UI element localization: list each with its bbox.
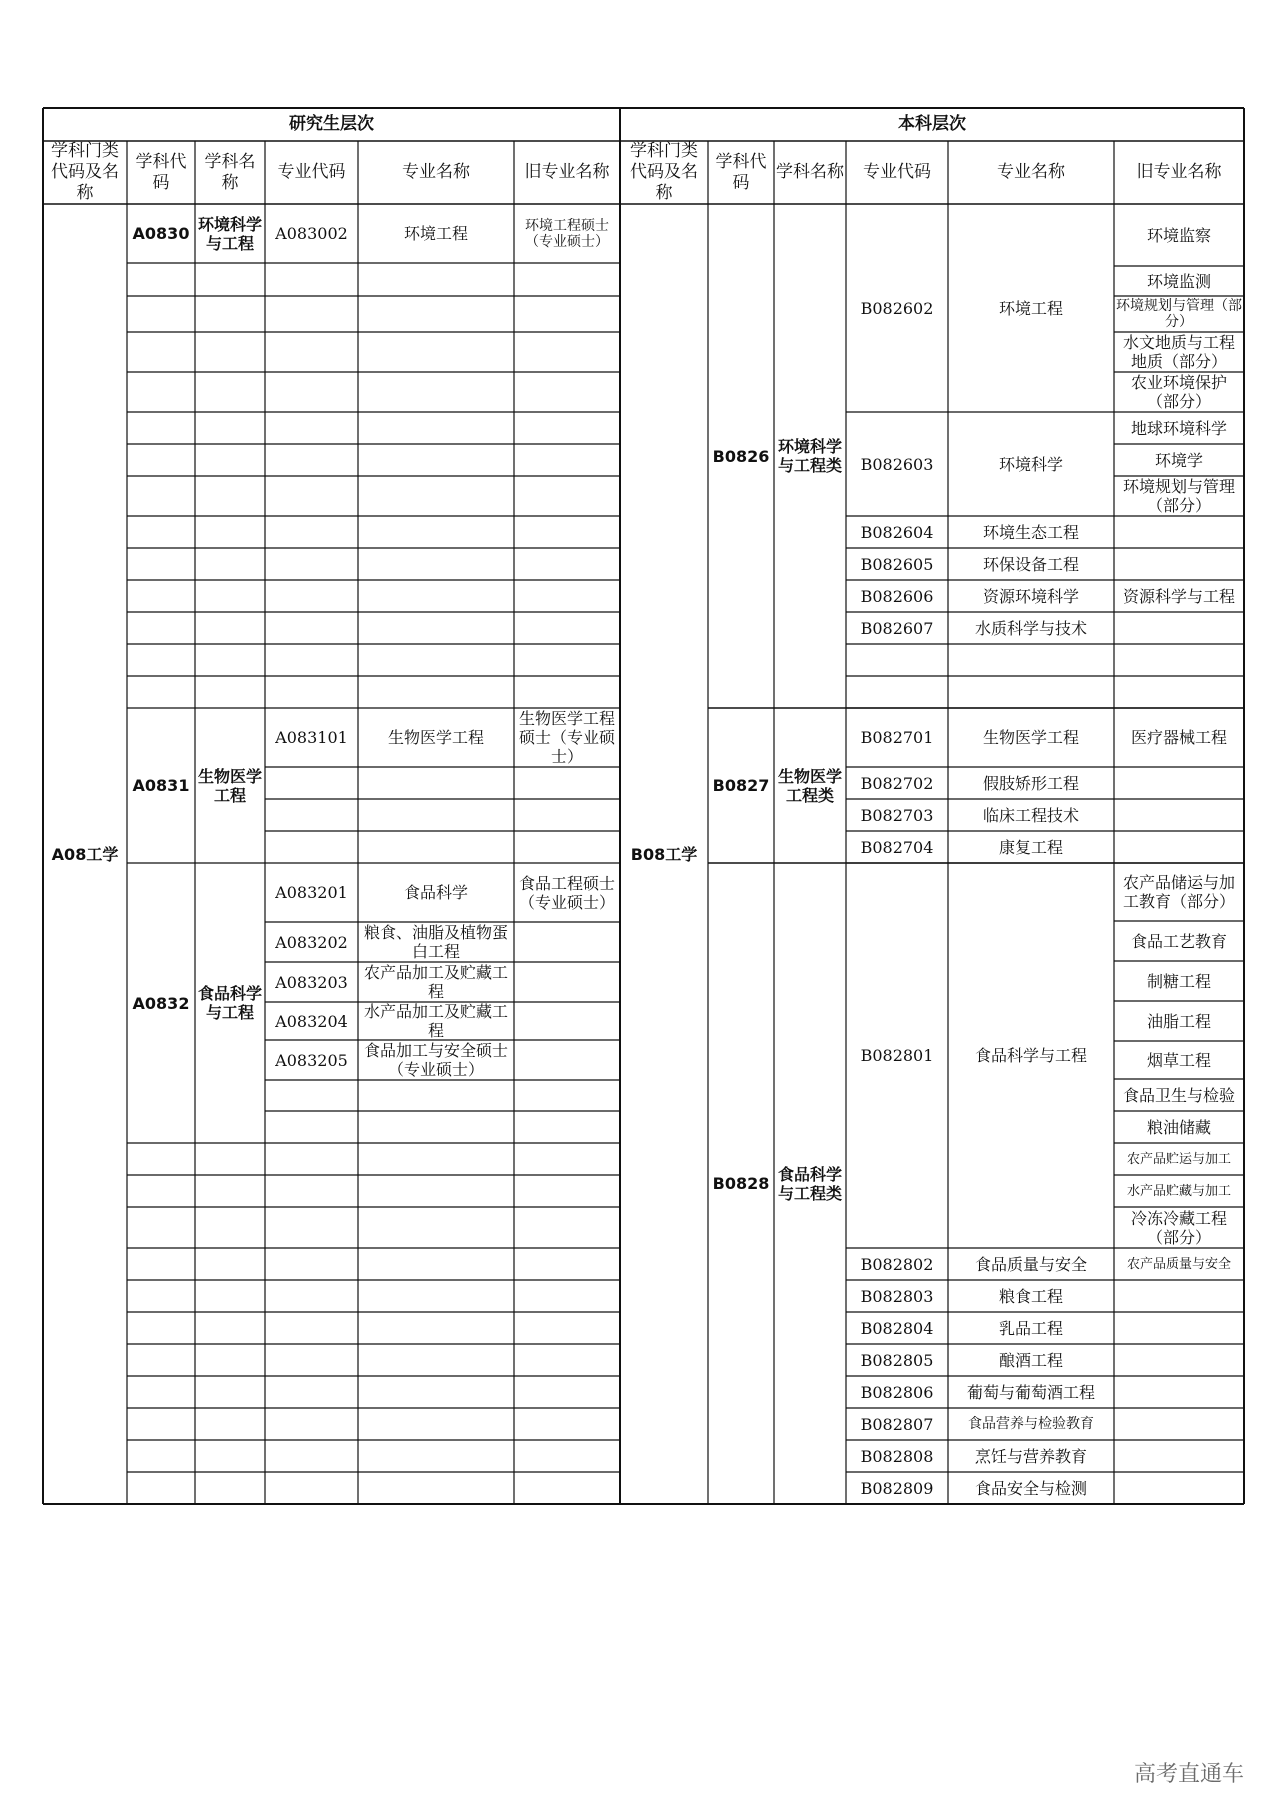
undergrad-header-major-name: 专业名称 — [997, 162, 1065, 182]
undergrad-old-major: 制糖工程 — [1146, 971, 1211, 991]
undergrad-category-name: B08工学 — [630, 844, 698, 864]
graduate-discipline-name: 食品科学与工程 — [197, 984, 262, 1022]
undergrad-header-discipline-code: 学科代码 — [715, 151, 767, 193]
undergrad-old-major: 烟草工程 — [1146, 1050, 1211, 1070]
undergrad-major-name: 粮食工程 — [998, 1286, 1063, 1306]
graduate-major-name: 水产品加工及贮藏工程 — [363, 1002, 508, 1040]
undergrad-major-code: B082606 — [860, 586, 934, 606]
undergrad-major-code: B082804 — [860, 1318, 934, 1338]
undergrad-old-major: 农产品质量与安全 — [1126, 1256, 1231, 1272]
undergrad-old-major: 食品工艺教育 — [1130, 931, 1227, 951]
graduate-major-code: A083202 — [275, 932, 348, 952]
undergrad-old-major: 农产品储运与加工教育（部分） — [1122, 873, 1235, 911]
undergrad-old-major: 环境监察 — [1146, 225, 1211, 245]
undergrad-major-name: 假肢矫形工程 — [982, 773, 1079, 793]
graduate-discipline-name: 生物医学工程 — [197, 766, 262, 805]
graduate-major-code: A083203 — [275, 972, 348, 992]
graduate-header-discipline-name: 学科名称 — [204, 151, 256, 193]
undergrad-major-code: B082605 — [860, 554, 934, 574]
graduate-header-discipline-code: 学科代码 — [135, 151, 187, 193]
graduate-old-major: 环境工程硕士（专业硕士） — [525, 217, 609, 250]
undergrad-discipline-code: B0826 — [712, 446, 770, 466]
undergrad-major-code: B082602 — [860, 298, 934, 318]
graduate-major-code: A083002 — [275, 224, 348, 243]
undergrad-header-old-major: 旧专业名称 — [1136, 162, 1222, 182]
undergrad-major-code: B082701 — [860, 728, 934, 747]
undergrad-major-name: 环保设备工程 — [982, 554, 1079, 574]
undergrad-old-major: 环境规划与管理（部分） — [1116, 298, 1242, 330]
undergrad-old-major: 资源科学与工程 — [1122, 586, 1235, 606]
graduate-category-name: A08工学 — [51, 844, 119, 864]
undergrad-major-code: B082702 — [860, 773, 934, 793]
undergrad-major-name: 食品质量与安全 — [974, 1254, 1087, 1274]
undergrad-major-code: B082604 — [860, 522, 934, 542]
graduate-major-name: 生物医学工程 — [387, 728, 484, 747]
undergrad-major-name: 食品安全与检测 — [974, 1478, 1087, 1498]
undergrad-old-major: 水产品贮藏与加工 — [1126, 1183, 1231, 1199]
undergrad-major-name: 酿酒工程 — [998, 1350, 1063, 1370]
graduate-discipline-code: A0831 — [132, 776, 190, 795]
undergrad-old-major: 粮油储藏 — [1146, 1117, 1211, 1137]
undergrad-discipline-name: 环境科学与工程类 — [777, 437, 842, 475]
graduate-header-old-major: 旧专业名称 — [524, 162, 610, 182]
graduate-header-major-name: 专业名称 — [402, 162, 470, 182]
undergrad-old-major: 环境规划与管理（部分） — [1122, 477, 1235, 515]
undergrad-section-title: 本科层次 — [898, 114, 966, 134]
graduate-major-name: 食品加工与安全硕士（专业硕士） — [363, 1041, 508, 1079]
undergrad-major-code: B082805 — [860, 1350, 934, 1370]
graduate-major-code: A083204 — [275, 1011, 348, 1031]
graduate-discipline-name: 环境科学与工程 — [197, 214, 262, 253]
undergrad-old-major: 环境学 — [1154, 450, 1203, 470]
graduate-major-code: A083101 — [275, 728, 348, 747]
undergrad-major-name: 食品营养与检验教育 — [968, 1416, 1094, 1432]
undergrad-major-name: 食品科学与工程 — [974, 1046, 1087, 1065]
undergrad-major-name: 烹饪与营养教育 — [974, 1446, 1087, 1466]
undergrad-header-category: 学科门类代码及名称 — [630, 141, 698, 203]
graduate-section-title: 研究生层次 — [289, 114, 374, 134]
graduate-discipline-code: A0832 — [132, 993, 190, 1013]
undergrad-major-name: 环境工程 — [998, 298, 1063, 318]
undergrad-discipline-code: B0827 — [712, 776, 770, 795]
graduate-major-code: A083201 — [275, 883, 348, 902]
undergrad-major-code: B082807 — [860, 1414, 934, 1434]
undergrad-discipline-name: 生物医学工程类 — [777, 766, 842, 805]
graduate-major-name: 农产品加工及贮藏工程 — [363, 963, 508, 1001]
graduate-header-major-code: 专业代码 — [277, 162, 346, 182]
undergrad-major-name: 乳品工程 — [998, 1318, 1063, 1338]
undergrad-major-code: B082806 — [860, 1382, 934, 1402]
undergrad-discipline-name: 食品科学与工程类 — [777, 1164, 842, 1203]
undergrad-major-name: 水质科学与技术 — [974, 618, 1087, 638]
undergrad-major-code: B082803 — [860, 1286, 934, 1306]
undergrad-major-name: 生物医学工程 — [982, 728, 1079, 747]
undergrad-old-major: 医疗器械工程 — [1130, 728, 1227, 747]
undergrad-old-major: 油脂工程 — [1146, 1011, 1211, 1031]
undergrad-old-major: 农业环境保护（部分） — [1130, 373, 1227, 411]
watermark-text: 高考直通车 — [1133, 1762, 1244, 1787]
undergrad-major-name: 葡萄与葡萄酒工程 — [966, 1382, 1095, 1402]
undergrad-major-code: B082809 — [860, 1478, 934, 1498]
undergrad-major-name: 环境生态工程 — [982, 522, 1079, 542]
undergrad-old-major: 冷冻冷藏工程（部分） — [1130, 1208, 1227, 1247]
undergrad-discipline-code: B0828 — [712, 1174, 770, 1193]
graduate-major-name: 粮食、油脂及植物蛋白工程 — [363, 923, 508, 961]
undergrad-major-code: B082808 — [860, 1446, 934, 1466]
undergrad-header-discipline-name: 学科名称 — [776, 162, 844, 182]
undergrad-old-major: 食品卫生与检验 — [1122, 1085, 1235, 1105]
undergrad-old-major: 地球环境科学 — [1130, 418, 1227, 438]
undergrad-major-code: B082801 — [860, 1046, 934, 1065]
graduate-header-category: 学科门类代码及名称 — [51, 141, 119, 203]
undergrad-major-code: B082802 — [860, 1254, 934, 1274]
graduate-old-major: 生物医学工程硕士（专业硕士） — [518, 709, 615, 766]
graduate-old-major: 食品工程硕士（专业硕士） — [518, 873, 615, 912]
undergrad-major-name: 环境科学 — [998, 454, 1063, 474]
undergrad-old-major: 农产品贮运与加工 — [1126, 1151, 1231, 1167]
undergrad-old-major: 环境监测 — [1146, 271, 1211, 291]
undergrad-major-code: B082703 — [860, 805, 934, 825]
graduate-major-name: 食品科学 — [403, 883, 468, 902]
undergrad-major-name: 资源环境科学 — [982, 586, 1079, 606]
undergrad-header-major-code: 专业代码 — [863, 162, 931, 182]
graduate-major-code: A083205 — [275, 1050, 348, 1070]
graduate-major-name: 环境工程 — [403, 224, 468, 243]
undergrad-major-code: B082607 — [860, 618, 934, 638]
undergrad-old-major: 水文地质与工程地质（部分） — [1122, 333, 1235, 371]
undergrad-major-name: 康复工程 — [998, 837, 1063, 857]
undergrad-major-name: 临床工程技术 — [982, 805, 1079, 825]
graduate-discipline-code: A0830 — [132, 224, 190, 243]
undergrad-major-code: B082704 — [860, 837, 934, 857]
undergrad-major-code: B082603 — [860, 454, 934, 474]
